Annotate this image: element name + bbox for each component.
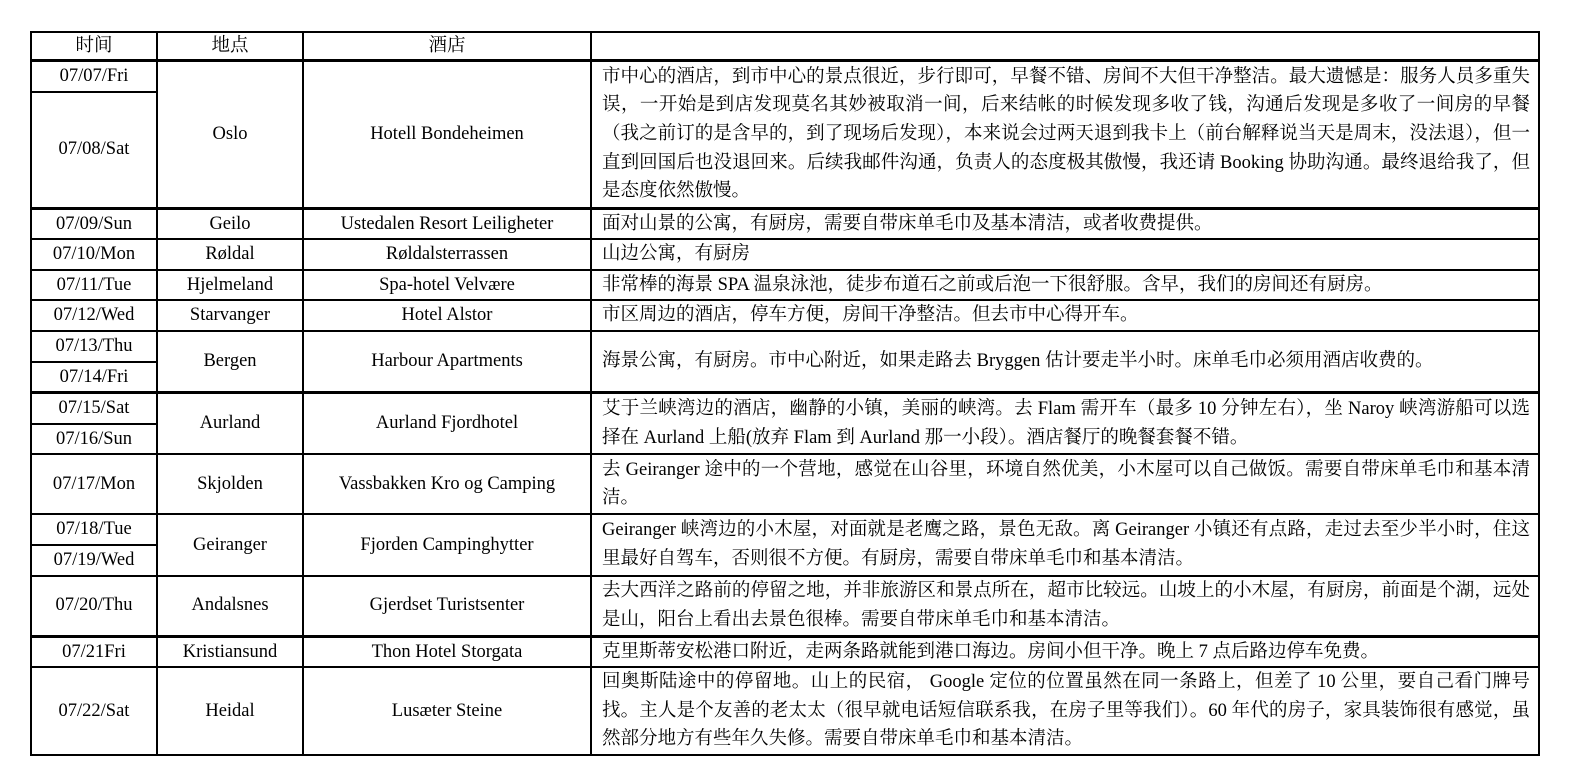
note-cell: 艾于兰峡湾边的酒店，幽静的小镇，美丽的峡湾。去 Flam 需开车（最多 10 分钟左右），坐 Naroy 峡湾游船可以选择在 Aurland 上船(放弃 Flam 到 Aurland 那一小段）。酒店餐厅的晚餐套餐不错。	[591, 393, 1539, 455]
date-cell: 07/18/Tue	[31, 514, 157, 545]
note-cell: 市区周边的酒店，停车方便，房间干净整洁。但去市中心得开车。	[591, 300, 1539, 331]
hotel-cell: Aurland Fjordhotel	[303, 393, 591, 455]
place-cell: Geilo	[157, 208, 303, 239]
date-cell: 07/22/Sat	[31, 667, 157, 755]
note-cell: 非常棒的海景 SPA 温泉泳池，徒步布道石之前或后泡一下很舒服。含早，我们的房间还有厨房。	[591, 270, 1539, 301]
date-cell: 07/13/Thu	[31, 331, 157, 362]
place-cell: Oslo	[157, 61, 303, 209]
note-cell: 克里斯蒂安松港口附近，走两条路就能到港口海边。房间小但干净。晚上 7 点后路边停车免费。	[591, 636, 1539, 667]
table-row	[31, 667, 1539, 755]
table-row	[31, 270, 1539, 301]
hotel-cell: Hotell Bondeheimen	[303, 61, 591, 209]
hotel-cell: Lusæter Steine	[303, 667, 591, 755]
table-row	[31, 239, 1539, 270]
table-row	[31, 393, 1539, 424]
table-row	[31, 61, 1539, 92]
place-cell: Andalsnes	[157, 576, 303, 637]
date-cell: 07/19/Wed	[31, 545, 157, 576]
table-row	[31, 514, 1539, 545]
date-cell: 07/16/Sun	[31, 424, 157, 455]
date-cell: 07/10/Mon	[31, 239, 157, 270]
table-row	[31, 636, 1539, 667]
hotel-cell: Røldalsterrassen	[303, 239, 591, 270]
date-cell: 07/11/Tue	[31, 270, 157, 301]
note-cell: 去大西洋之路前的停留之地，并非旅游区和景点所在，超市比较远。山坡上的小木屋，有厨房，前面是个湖，远处是山，阳台上看出去景色很棒。需要自带床单毛巾和基本清洁。	[591, 576, 1539, 637]
note-cell: 面对山景的公寓，有厨房，需要自带床单毛巾及基本清洁，或者收费提供。	[591, 208, 1539, 239]
place-cell: Hjelmeland	[157, 270, 303, 301]
date-cell: 07/21Fri	[31, 636, 157, 667]
itinerary-table	[30, 31, 1540, 756]
date-cell: 07/08/Sat	[31, 92, 157, 209]
date-cell: 07/20/Thu	[31, 576, 157, 637]
table-row	[31, 331, 1539, 362]
note-cell: Geiranger 峡湾边的小木屋，对面就是老鹰之路，景色无敌。离 Geiranger 小镇还有点路，走过去至少半小时，住这里最好自驾车，否则很不方便。有厨房，需要自带床单毛巾和基本清洁。	[591, 514, 1539, 575]
header-place: 地点	[157, 32, 303, 61]
table-row	[31, 300, 1539, 331]
hotel-cell: Fjorden Campinghytter	[303, 514, 591, 575]
table-row	[31, 454, 1539, 514]
hotel-cell: Vassbakken Kro og Camping	[303, 454, 591, 514]
place-cell: Starvanger	[157, 300, 303, 331]
date-cell: 07/12/Wed	[31, 300, 157, 331]
date-cell: 07/07/Fri	[31, 61, 157, 92]
table-row	[31, 208, 1539, 239]
hotel-cell: Gjerdset Turistsenter	[303, 576, 591, 637]
table-row	[31, 576, 1539, 637]
header-row	[31, 32, 1539, 61]
date-cell: 07/09/Sun	[31, 208, 157, 239]
note-cell: 市中心的酒店，到市中心的景点很近，步行即可，早餐不错、房间不大但干净整洁。最大遗憾是：服务人员多重失误，一开始是到店发现莫名其妙被取消一间，后来结帐的时候发现多收了钱，沟通后发现是多收了一间房的早餐（我之前订的是含早的，到了现场后发现），本来说会过两天退到我卡上（前台解释说当天是周末，没法退），但一直到回国后也没退回来。后续我邮件沟通，负责人的态度极其傲慢，我还请 Booking 协助沟通。最终退给我了，但是态度依然傲慢。	[591, 61, 1539, 209]
note-cell: 回奥斯陆途中的停留地。山上的民宿， Google 定位的位置虽然在同一条路上，但差了 10 公里，要自己看门牌号找。主人是个友善的老太太（很早就电话短信联系我，在房子里等我们）。60 年代的房子，家具装饰很有感觉，虽然部分地方有些年久失修。需要自带床单毛巾和基本清洁。	[591, 667, 1539, 755]
header-hotel: 酒店	[303, 32, 591, 61]
date-cell: 07/14/Fri	[31, 362, 157, 393]
hotel-cell: Spa-hotel Velvære	[303, 270, 591, 301]
header-notes	[591, 32, 1539, 61]
place-cell: Skjolden	[157, 454, 303, 514]
hotel-cell: Thon Hotel Storgata	[303, 636, 591, 667]
place-cell: Bergen	[157, 331, 303, 393]
place-cell: Aurland	[157, 393, 303, 455]
date-cell: 07/17/Mon	[31, 454, 157, 514]
hotel-cell: Ustedalen Resort Leiligheter	[303, 208, 591, 239]
hotel-cell: Harbour Apartments	[303, 331, 591, 393]
hotel-cell: Hotel Alstor	[303, 300, 591, 331]
note-cell: 山边公寓，有厨房	[591, 239, 1539, 270]
date-cell: 07/15/Sat	[31, 393, 157, 424]
place-cell: Geiranger	[157, 514, 303, 575]
place-cell: Kristiansund	[157, 636, 303, 667]
place-cell: Røldal	[157, 239, 303, 270]
place-cell: Heidal	[157, 667, 303, 755]
header-date: 时间	[31, 32, 157, 61]
note-cell: 去 Geiranger 途中的一个营地，感觉在山谷里，环境自然优美，小木屋可以自己做饭。需要自带床单毛巾和基本清洁。	[591, 454, 1539, 514]
note-cell: 海景公寓，有厨房。市中心附近，如果走路去 Bryggen 估计要走半小时。床单毛巾必须用酒店收费的。	[591, 331, 1539, 393]
